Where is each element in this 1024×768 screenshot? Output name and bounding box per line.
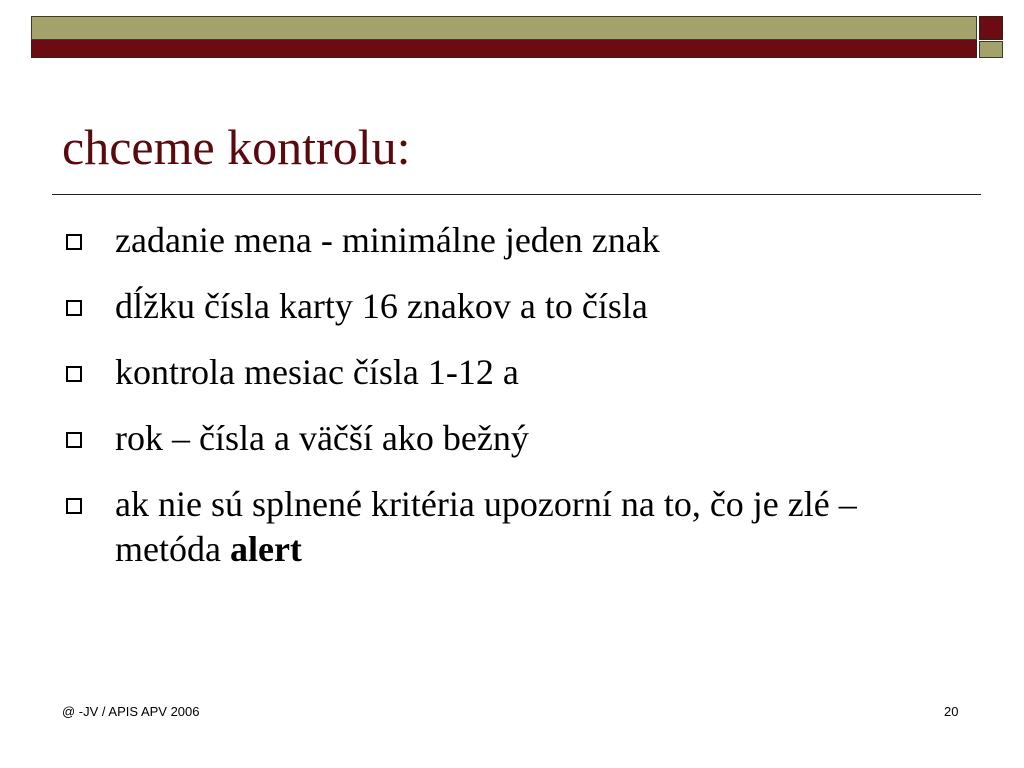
square-bullet-icon [66,234,82,250]
title-divider [52,194,981,195]
bullet-item [64,482,964,572]
bullet-item [64,416,964,461]
bullet-text [115,484,857,569]
square-bullet-icon [66,498,82,514]
page-number: 20 [944,704,959,719]
bullet-text: dĺžku čísla karty 16 znakov a to čísla [115,286,648,326]
corner-square-maroon [979,16,1003,40]
square-bullet-icon [66,300,82,316]
header-bar-maroon [31,40,977,58]
bullet-text-bold: alert [229,529,302,569]
slide-title: chceme kontrolu: [62,119,411,175]
header-bar-olive [31,16,977,40]
bullet-text: kontrola mesiac čísla 1-12 a [115,352,519,392]
bullet-text-plain: ak nie sú splnené kritéria upozorní na to, čo je zlé – metóda [115,484,857,569]
square-bullet-icon [66,366,82,382]
footer-credit: @ -JV / APIS APV 2006 [62,704,200,719]
bullet-item [64,218,964,263]
square-bullet-icon [66,432,82,448]
bullet-text: rok – čísla a väčší ako bežný [115,418,529,458]
bullet-item [64,284,964,329]
bullet-text: zadanie mena - minimálne jeden znak [115,220,660,260]
corner-square-olive [979,41,1003,58]
bullet-item [64,350,964,395]
bullet-list [64,218,964,593]
